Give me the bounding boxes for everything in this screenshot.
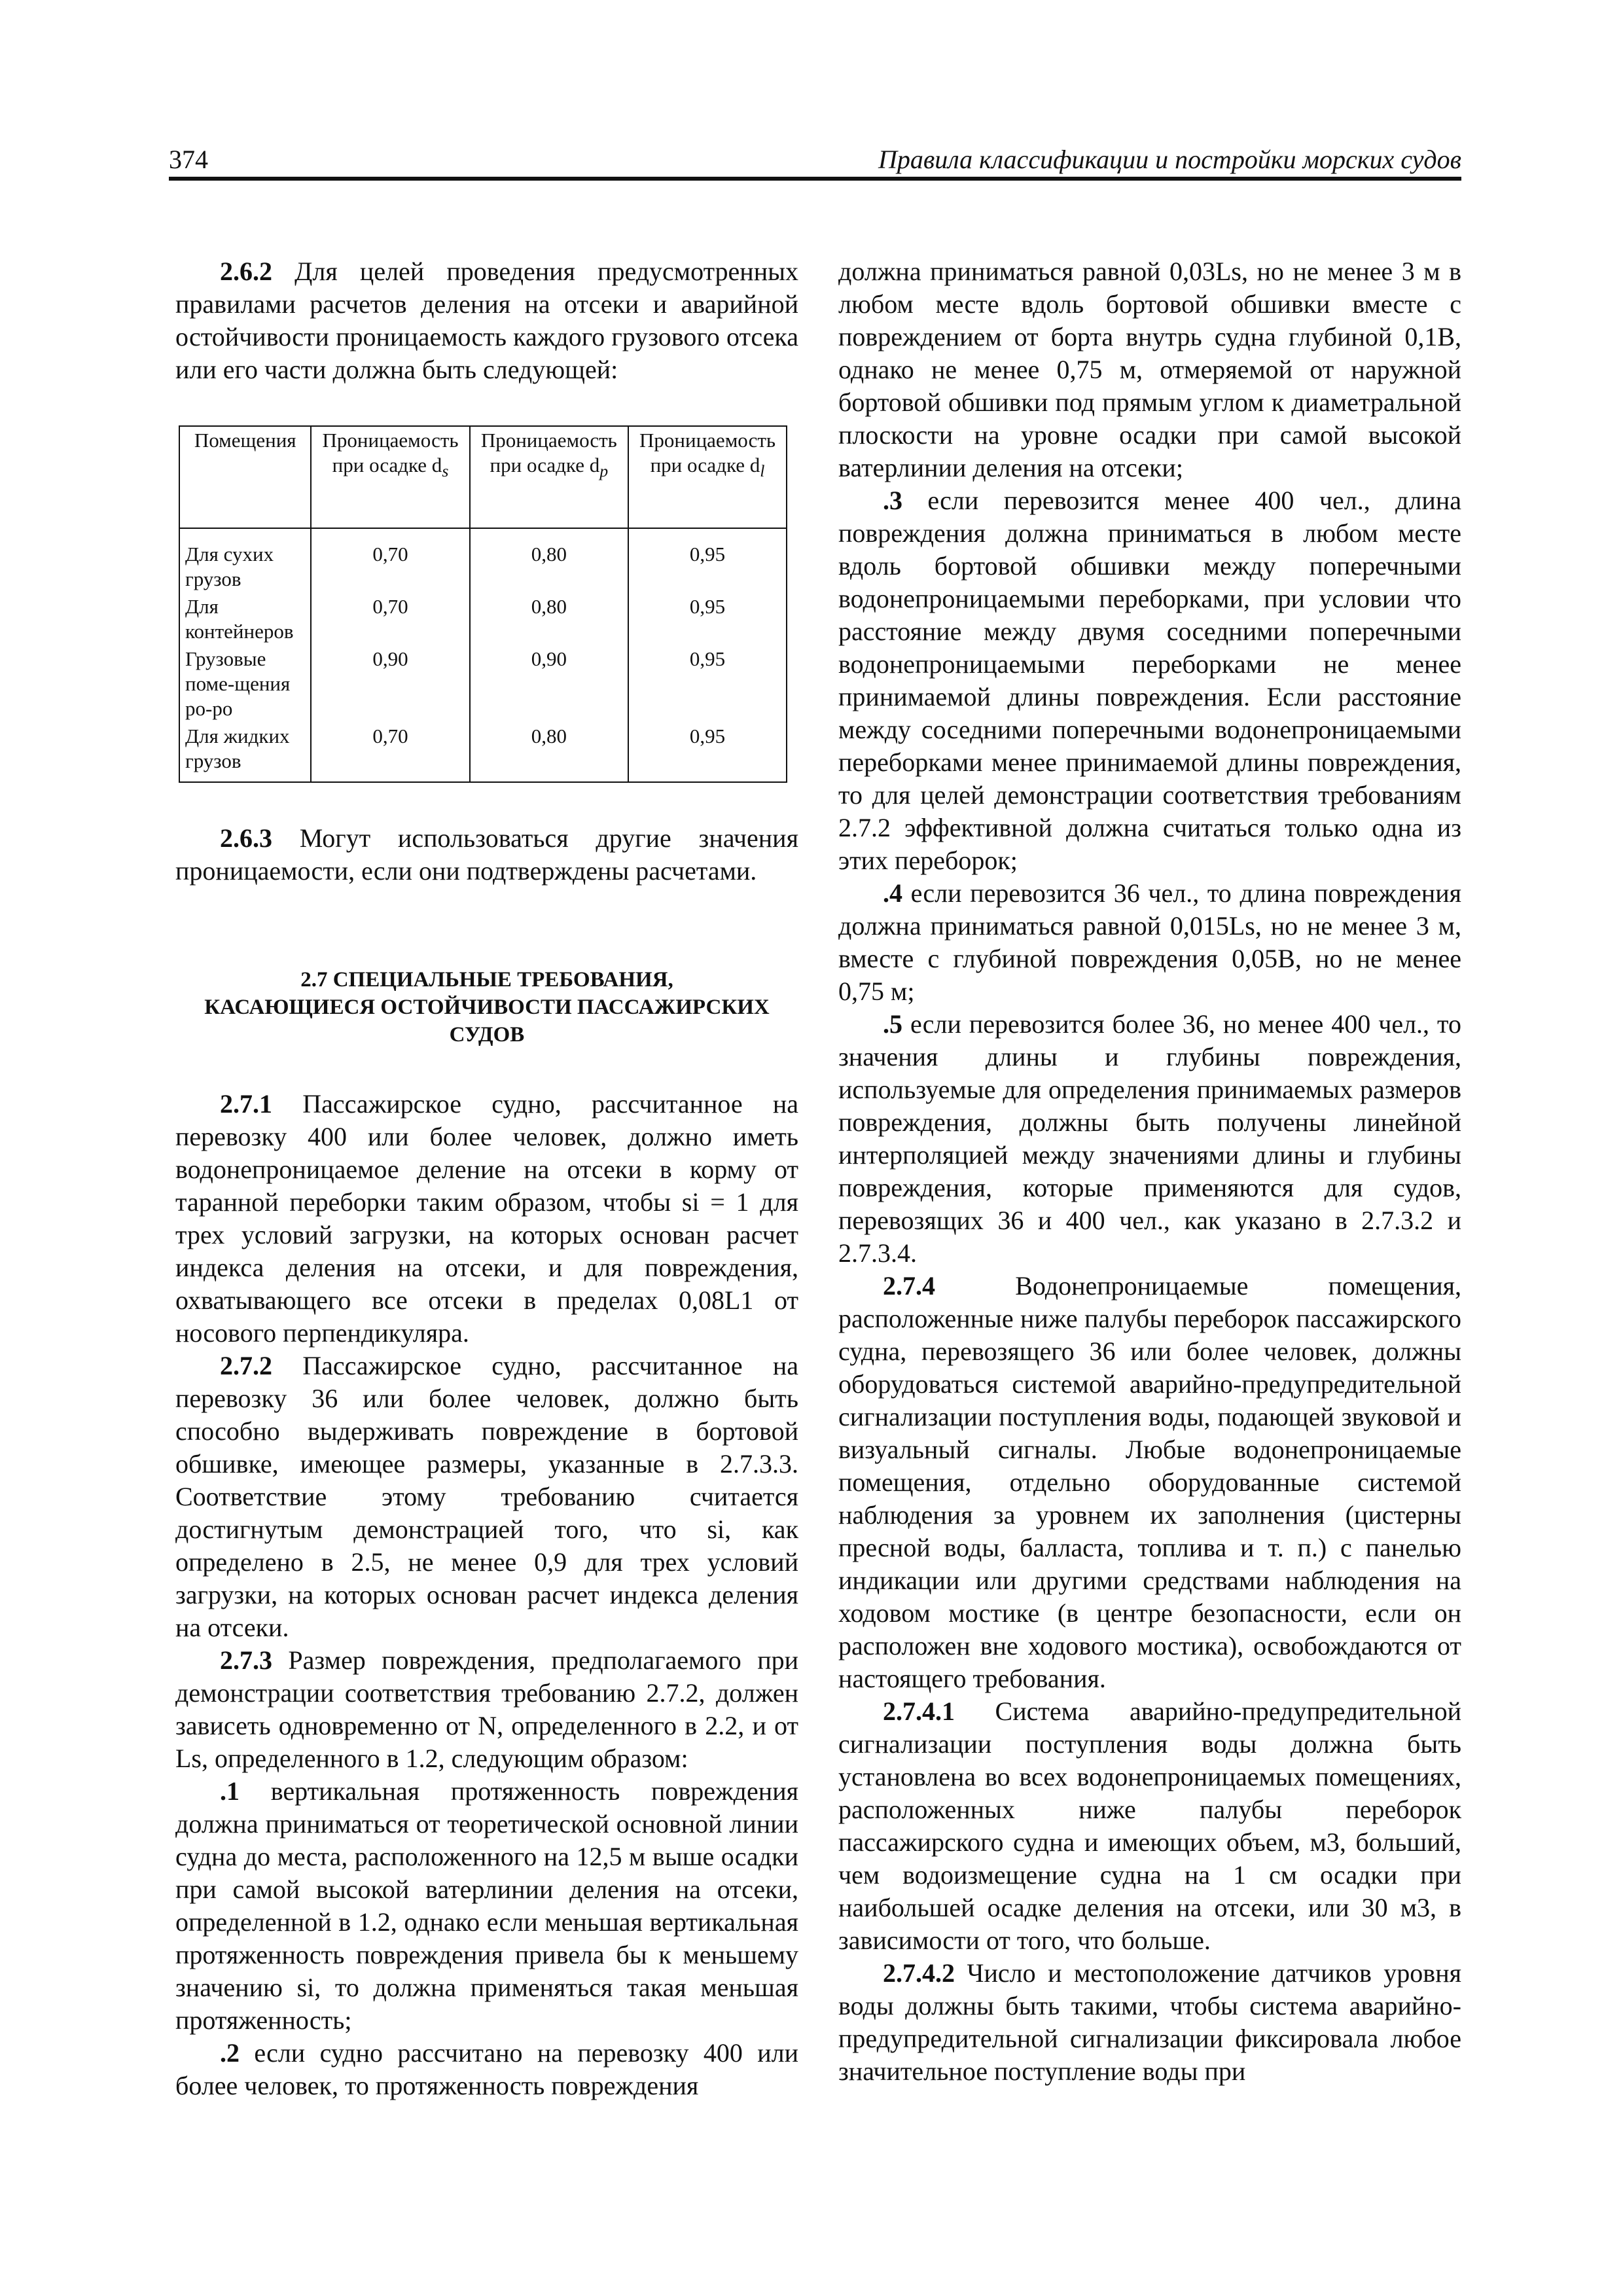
item-number: .2 xyxy=(220,2038,240,2068)
clause-number: 2.7.3 xyxy=(220,1645,272,1675)
running-title: Правила классификации и постройки морских судов xyxy=(878,145,1461,174)
table-row xyxy=(179,528,787,593)
paragraph-2-6-3 xyxy=(175,822,798,888)
list-item-2 xyxy=(175,2037,798,2102)
table-header-cell xyxy=(628,426,787,528)
paragraph-text: Пассажирское судно, рассчитанное на перевозку 36 или более человек, должно быть способно выдерживать повреждение в бортовой обшивке, имеющее размеры, указанные в 2.7.3.3. Соответствие этому требованию считается достигнутым демонстрацией того, что si, как определено в 2.5, не менее 0,9 для трех условий загрузки, на которых основан расчет индекса деления на отсеки. xyxy=(175,1351,798,1642)
paragraph-text: Пассажирское судно, рассчитанное на перевозку 400 или более человек, должно иметь водонепроницаемое деление на отсеки в корму от таранной переборки таким образом, чтобы si = 1 для трех условий загрузки, на которых основан расчет индекса деления на отсеки, и для повреждения, охватывающего все отсеки в пределах 0,08L1 от носового перпендикуляра. xyxy=(175,1089,798,1348)
table-cell: 0,70 xyxy=(311,528,469,593)
right-column xyxy=(838,255,1461,2088)
table-cell: 0,90 xyxy=(470,645,628,723)
item-number: .3 xyxy=(883,486,902,515)
permeability-table xyxy=(179,425,787,783)
header-text: Проницаемость при осадке d xyxy=(322,429,459,476)
paragraph-text: Система аварийно-предупредительной сигнализации поступления воды должна быть установлена во всех водонепроницаемых помещениях, расположенных ниже палубы переборок пассажирского судна и имеющих объем, м3, больший, чем водоизмещение судна на 1 см осадки при наибольшей осадке деления на отсеки, или 30 м3, в зависимости от того, что больше. xyxy=(838,1696,1461,1955)
paragraph-2-7-4-1 xyxy=(838,1695,1461,1957)
section-heading-line: СУДОВ xyxy=(449,1023,525,1047)
table-cell: 0,95 xyxy=(628,593,787,645)
clause-number: 2.7.4.2 xyxy=(883,1958,955,1988)
page-number: 374 xyxy=(169,145,208,174)
list-item-2-continuation: должна приниматься равной 0,03Ls, но не менее 3 м в любом месте вдоль бортовой обшивки вместе с повреждением от борта внутрь судна глубиной 0,1B, однако не менее 0,75 м, отмеряемой от наружной бортовой обшивки под прямым углом к диаметральной плоскости на уровне осадки при самой высокой ватерлинии деления на отсеки; xyxy=(838,257,1461,482)
header-text: Проницаемость при осадке d xyxy=(480,429,617,476)
list-item-1 xyxy=(175,1775,798,2037)
item-number: .1 xyxy=(220,1776,240,1806)
table-row xyxy=(179,723,787,782)
table-cell: 0,70 xyxy=(311,723,469,782)
table-cell: 0,80 xyxy=(470,593,628,645)
table-cell: 0,95 xyxy=(628,645,787,723)
header-subscript: l xyxy=(760,461,765,481)
paragraph-2-7-4-2 xyxy=(838,1957,1461,2088)
paragraph-2-6-2 xyxy=(175,255,798,386)
clause-number: 2.7.4.1 xyxy=(883,1696,955,1726)
table-cell: Для жидких грузов xyxy=(179,723,311,782)
paragraph-text: если перевозится 36 чел., то длина повреждения должна приниматься равной 0,015Ls, но не менее 3 м, вместе с глубиной повреждения 0,05B, но не менее 0,75 м; xyxy=(838,878,1461,1006)
list-item-5 xyxy=(838,1008,1461,1270)
table-header-cell xyxy=(311,426,469,528)
clause-number: 2.7.1 xyxy=(220,1089,272,1119)
table-cell: 0,80 xyxy=(470,723,628,782)
header-subscript: s xyxy=(442,461,449,481)
clause-number: 2.7.4 xyxy=(883,1271,935,1300)
table-cell: 0,80 xyxy=(470,528,628,593)
paragraph-text: Могут использоваться другие значения проницаемости, если они подтверждены расчетами. xyxy=(175,823,798,886)
paragraph-text: если перевозится менее 400 чел., длина повреждения должна приниматься в любом месте вдоль бортовой обшивки между поперечными водонепроницаемыми переборками, при условии что расстояние между двумя соседними поперечными водонепроницаемыми переборками не менее принимаемой длины повреждения. Если расстояние между соседними поперечными водонепроницаемыми переборками менее принимаемой длины повреждения, то для целей демонстрации соответствия требованиям 2.7.2 эффективной должна считаться только одна из этих переборок; xyxy=(838,486,1461,875)
table-cell: 0,90 xyxy=(311,645,469,723)
item-number: .5 xyxy=(883,1009,902,1039)
list-item-4 xyxy=(838,877,1461,1008)
table-cell: Для сухих грузов xyxy=(179,528,311,593)
table-header-row xyxy=(179,426,787,528)
paragraph-text: Число и местоположение датчиков уровня воды должны быть такими, чтобы система аварийно-предупредительной сигнализации фиксировала любое значительное поступление воды при xyxy=(838,1958,1461,2086)
table-cell: 0,70 xyxy=(311,593,469,645)
table-header-cell xyxy=(470,426,628,528)
paragraph-text: Для целей проведения предусмотренных правилами расчетов деления на отсеки и аварийной остойчивости проницаемость каждого грузового отсека или его части должна быть следующей: xyxy=(175,257,798,384)
paragraph-text: если перевозится более 36, но менее 400 чел., то значения длины и глубины повреждения, используемые для определения принимаемых размеров повреждения, должны быть получены линейной интерполяцией между значениями длины и глубины повреждения, которые применяются для судов, перевозящих 36 и 400 чел., как указано в 2.7.3.2 и 2.7.3.4. xyxy=(838,1009,1461,1268)
clause-number: 2.6.3 xyxy=(220,823,272,853)
clause-number: 2.7.2 xyxy=(220,1351,272,1380)
paragraph-2-7-3 xyxy=(175,1644,798,1775)
table-cell: 0,95 xyxy=(628,528,787,593)
section-heading-line: 2.7 СПЕЦИАЛЬНЫЕ ТРЕБОВАНИЯ, xyxy=(300,968,673,992)
header-text: Проницаемость при осадке d xyxy=(639,429,776,476)
paragraph-text: Размер повреждения, предполагаемого при демонстрации соответствия требованию 2.7.2, должен зависеть одновременно от N, определенного в 2.2, и от Ls, определенного в 1.2, следующим образом: xyxy=(175,1645,798,1773)
table-row xyxy=(179,593,787,645)
paragraph-text: если судно рассчитано на перевозку 400 или более человек, то протяженность повреждения xyxy=(175,2038,798,2100)
table-cell: Для контейнеров xyxy=(179,593,311,645)
paragraph-2-7-1 xyxy=(175,1088,798,1350)
section-heading xyxy=(175,966,798,1049)
list-item-3 xyxy=(838,484,1461,877)
table-row xyxy=(179,645,787,723)
item-number: .4 xyxy=(883,878,902,908)
left-column xyxy=(175,255,798,2102)
paragraph-2-7-4 xyxy=(838,1270,1461,1695)
table-cell: 0,95 xyxy=(628,723,787,782)
table-header-cell xyxy=(179,426,311,528)
header-rule xyxy=(169,177,1461,181)
paragraph-text: вертикальная протяженность повреждения должна приниматься от теоретической основной линии судна до места, расположенного на 12,5 м выше осадки при самой высокой ватерлинии деления на отсеки, определенной в 1.2, однако если меньшая вертикальная протяженность повреждения привела бы к меньшему значению si, то должна применяться такая меньшая протяженность; xyxy=(175,1776,798,2035)
section-heading-line: КАСАЮЩИЕСЯ ОСТОЙЧИВОСТИ ПАССАЖИРСКИХ xyxy=(204,996,770,1019)
paragraph-2-7-2 xyxy=(175,1350,798,1644)
table-cell: Грузовые поме-щения ро-ро xyxy=(179,645,311,723)
header-subscript: p xyxy=(599,461,609,481)
header-text: Помещения xyxy=(194,429,296,452)
clause-number: 2.6.2 xyxy=(220,257,272,286)
paragraph-text: Водонепроницаемые помещения, расположенные ниже палубы переборок пассажирского судна, перевозящего 36 или более человек, должны оборудоваться системой аварийно-предупредительной сигнализации поступления воды, подающей звуковой и визуальный сигналы. Любые водонепроницаемые помещения, отдельно оборудованные системой наблюдения за уровнем их заполнения (цистерны пресной воды, балласта, топлива и т. п.) с панелью индикации или другими средствами наблюдения на ходовом мостике (в центре безопасности, если он расположен вне ходового мостика), освобождаются от настоящего требования. xyxy=(838,1271,1461,1693)
